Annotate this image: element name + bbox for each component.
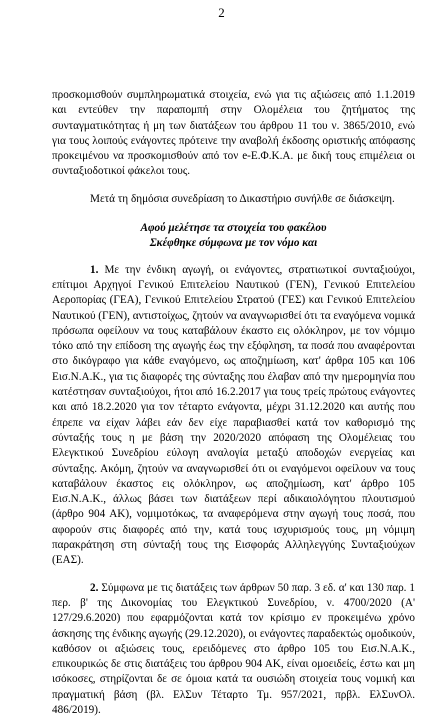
paragraph-1-number: 1. — [90, 263, 99, 276]
paragraph-intro: προσκομισθούν συμπληρωματικά στοιχεία, ενώ για τις αξιώσεις από 1.1.2019 και εντεύθεν την παραπομπή στην Ολομέλεια του ζητήματος της συνταγματικότητας ή μη των διατάξεων του άρθρου 11 του ν. 3865/2010, ενώ για τους λοιπούς ενάγοντες πρότεινε την αναβολή έκδοσης οριστικής απόφασης προκειμένου να προσκομισθούν από τον e-Ε.Φ.Κ.Α. με δική τους επιμέλεια οι συνταξιοδοτικοί φάκελοι τους. — [52, 89, 415, 178]
heading-line-2: Σκέφθηκε σύμφωνα με τον νόμο και — [149, 237, 318, 250]
paragraph-2-text: Σύμφωνα με τις διατάξεις των άρθρων 50 παρ. 3 εδ. α' και 130 παρ. 1 περ. β' της Δικονομίας του Ελεγκτικού Συνεδρίου, ν. 4700/2020 (Α' 127/29.6.2020) που εφαρμόζονται κατά τον κρίσιμο εν προκειμένω χρόνο άσκησης της ένδικης αγωγής (29.12.2020), οι ενάγοντες παραδεκτώς ομοδικούν, καθόσον οι αξιώσεις τους, ερειδόμενες στο άρθρο 105 του Εισ.Ν.Α.Κ., επικουρικώς δε στις διατάξεις του άρθρου 904 ΑΚ, είναι ομοειδείς, έστω και μη ισόκοσες, στηρίζονται δε σε όμοια κατά τα ουσιώδη στοιχεία τους νομική και πραγματική βάση (βλ. ΕλΣυν Τέταρτο Τμ. 957/2021, πρβλ. ΕλΣυνΟλ. 486/2019). — [52, 581, 415, 716]
heading-line-1: Αφού μελέτησε τα στοιχεία του φακέλου — [140, 222, 327, 235]
paragraph-2-number: 2. — [90, 581, 99, 594]
paragraph-1 — [52, 263, 415, 569]
page-number: 2 — [218, 5, 225, 20]
document-body — [52, 88, 415, 718]
paragraph-2 — [52, 581, 415, 718]
paragraph-hearing: Μετά τη δημόσια συνεδρίαση το Δικαστήριο συνήλθε σε διάσκεψη. — [90, 192, 395, 205]
paragraph-1-text: Με την ένδικη αγωγή, οι ενάγοντες, στρατιωτικοί συνταξιούχοι, επίτιμοι Αρχηγοί Γενικού Επιτελείου Ναυτικού (ΓΕΝ), Γενικού Επιτελείου Αεροπορίας (ΓΕΑ), Γενικού Επιτελείου Στρατού (ΓΕΣ) και Γενικού Επιτελείου Ναυτικού (ΓΕΝ), αντιστοίχως, ζητούν να αναγνωρισθεί ότι τα εναγόμενα νομικά πρόσωπα οφείλουν να τους καταβάλουν έκαστο εις ολόκληρον, με τον νόμιμο τόκο από την επίδοση της αγωγής έως την εξόφληση, τα ποσά που αναφέρονται στο δικόγραφο για κάθε εναγόμενο, ως αποζημίωση, κατ' άρθρα 105 και 106 Εισ.Ν.Α.Κ., για τις διαφορές της σύνταξης που έλαβαν από την ημερομηνία που κατέστησαν συνταξιούχοι, ήτοι από 16.2.2017 για τους τρείς πρώτους ενάγοντες και από 18.2.2020 για τον τέταρτο ενάγοντα, μέχρι 31.12.2020 και αυτής που έπρεπε να είχαν λάβει εάν δεν είχε παραβιασθεί κατά τον καθορισμό της σύνταξής τους η με βάση την 2020/2020 απόφαση της Ολομέλειας του Ελεγκτικού Συνεδρίου εύλογη αναλογία μεταξύ αποδοχών ενεργείας και σύνταξης. Ακόμη, ζητούν να αναγνωρισθεί ότι οι εναγόμενοι οφείλουν να τους καταβάλουν έκαστος εις ολόκληρον, ως αποζημίωση, κατ' άρθρο 105 Εισ.Ν.Α.Κ., άλλως βάσει των διατάξεων περί αδικαιολόγητου πλουτισμού (άρθρο 904 ΑΚ), νομιμοτόκως, τα αναφερόμενα στην αγωγή τους ποσά, που αφορούν στις διαφορές από την, κατά τους ισχυρισμούς τους, μη νόμιμη παρακράτηση στη σύνταξή τους της Εισφοράς Αλληλεγγύης Συνταξιούχων (ΕΑΣ). — [52, 263, 415, 567]
